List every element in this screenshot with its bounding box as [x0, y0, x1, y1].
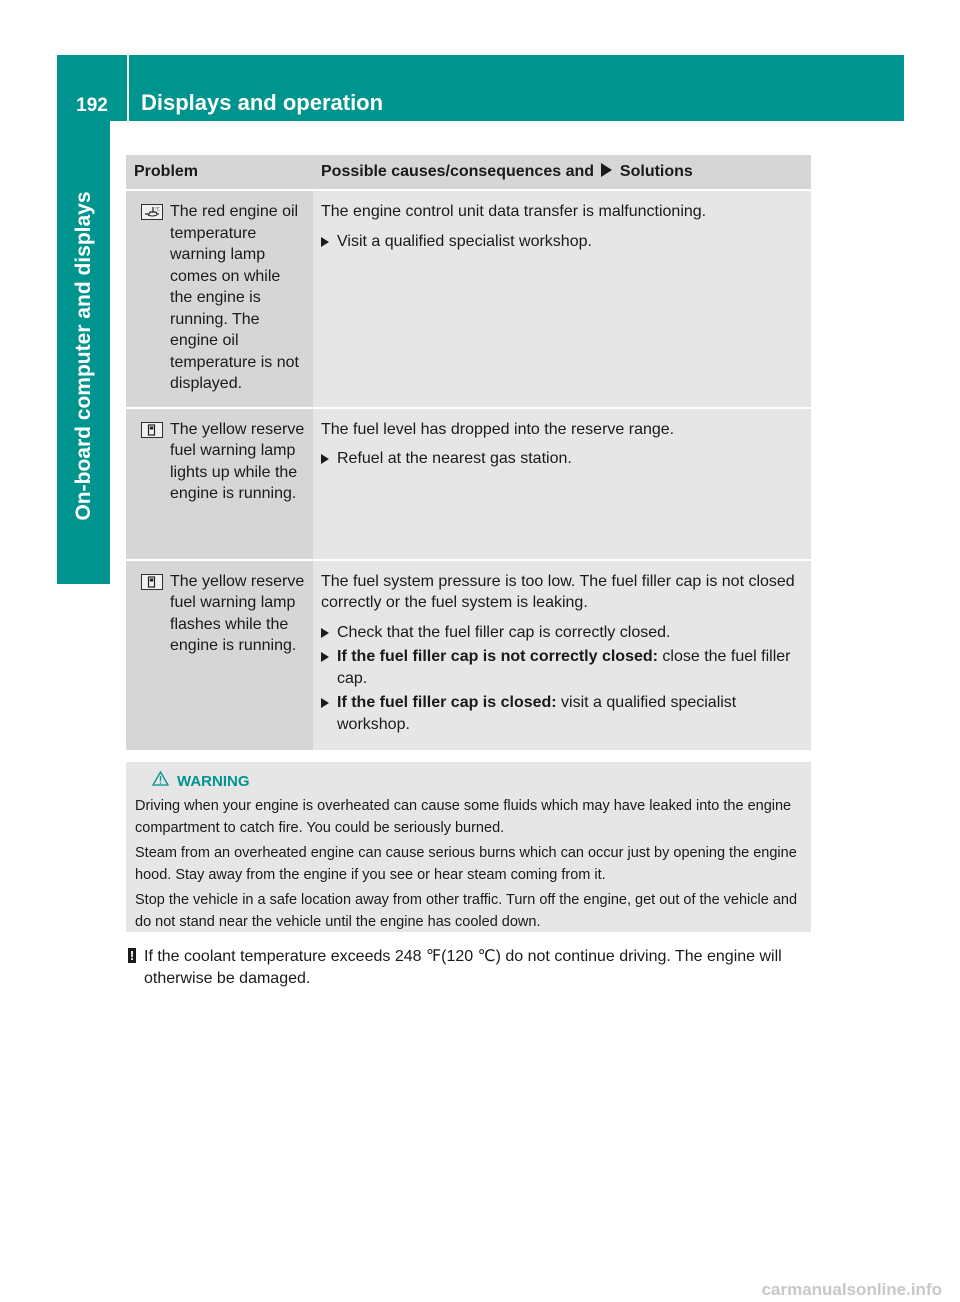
engine-oil-temperature-icon — [141, 204, 163, 220]
page-number: 192 — [76, 95, 108, 116]
step-arrow-icon — [321, 454, 329, 464]
step-arrow-icon — [321, 652, 329, 662]
step-arrow-icon — [321, 628, 329, 638]
table-row — [126, 560, 811, 752]
cause-text: The fuel system pressure is too low. The fuel filler cap is not closed correctly or the fuel system is leaking. — [321, 572, 795, 611]
step-text: visit a qualified specialist workshop. — [337, 694, 737, 733]
step-text: close the fuel filler cap. — [337, 648, 791, 687]
column-header-problem: Problem — [126, 155, 313, 190]
problem-cell — [126, 190, 313, 408]
warning-paragraph: Steam from an overheated engine can cause serious burns which can occur just by opening the engine hood. Stay away from the engine if you see or hear steam coming from it. — [135, 845, 797, 883]
step-arrow-icon — [321, 698, 329, 708]
step-text: Refuel at the nearest gas station. — [337, 450, 572, 467]
svg-text:°C: °C — [155, 206, 160, 212]
step-text: Visit a qualified specialist workshop. — [337, 232, 592, 250]
problem-text: The red engine oil temperature warning lamp comes on while the engine is running. The engine oil temperature is not displayed. — [170, 203, 299, 392]
column-header-solutions — [313, 155, 811, 190]
cause-text: The fuel level has dropped into the reserve range. — [321, 420, 675, 438]
table-header-row — [126, 155, 811, 190]
solution-cell — [313, 408, 811, 560]
step-text: Check that the fuel filler cap is correctly closed. — [337, 623, 671, 641]
troubleshooting-table — [126, 155, 811, 752]
caution-note — [128, 946, 818, 990]
problem-text: The yellow reserve fuel warning lamp flashes while the engine is running. — [170, 572, 305, 654]
column-header-solutions-prefix: Possible causes/consequences and — [321, 163, 595, 181]
solution-step — [321, 622, 803, 644]
fuel-pump-icon — [141, 422, 163, 438]
warning-title: WARNING — [177, 773, 250, 791]
warning-triangle-icon — [152, 771, 169, 794]
cause-text: The engine control unit data transfer is malfunctioning. — [321, 203, 707, 220]
problem-cell — [126, 560, 313, 752]
header-divider — [127, 55, 129, 121]
solution-cell — [313, 190, 811, 408]
step-condition: If the fuel filler cap is not correctly closed: — [337, 648, 658, 665]
watermark: carmanualsonline.info — [761, 1280, 942, 1299]
page-title: Displays and operation — [141, 90, 384, 115]
warning-box — [126, 762, 811, 932]
solution-step — [321, 646, 803, 689]
table-row — [126, 190, 811, 408]
note-text: If the coolant temperature exceeds 248 ℉(120 ℃) do not continue driving. The engine will otherwise be damaged. — [144, 948, 782, 987]
problem-cell — [126, 408, 313, 560]
warning-paragraph: Stop the vehicle in a safe location away from other traffic. Turn off the engine, get out of the vehicle and do not stand near the vehicle until the engine has cooled down. — [135, 892, 798, 930]
solution-step — [321, 448, 803, 470]
fuel-pump-icon — [141, 574, 163, 590]
solution-step — [321, 231, 803, 253]
step-arrow-icon — [321, 237, 329, 247]
problem-text: The yellow reserve fuel warning lamp lights up while the engine is running. — [170, 420, 305, 502]
step-arrow-icon — [601, 163, 612, 177]
step-condition: If the fuel filler cap is closed: — [337, 694, 557, 711]
column-header-solutions-suffix: Solutions — [619, 163, 693, 181]
table-row — [126, 408, 811, 560]
solution-cell — [313, 560, 811, 752]
solution-step — [321, 692, 803, 735]
exclamation-icon: ! — [129, 948, 135, 963]
warning-paragraph: Driving when your engine is overheated can cause some fluids which may have leaked into the engine compartment to catch fire. You could be seriously burned. — [135, 798, 792, 836]
side-tab-label: On-board computer and displays — [72, 191, 95, 521]
